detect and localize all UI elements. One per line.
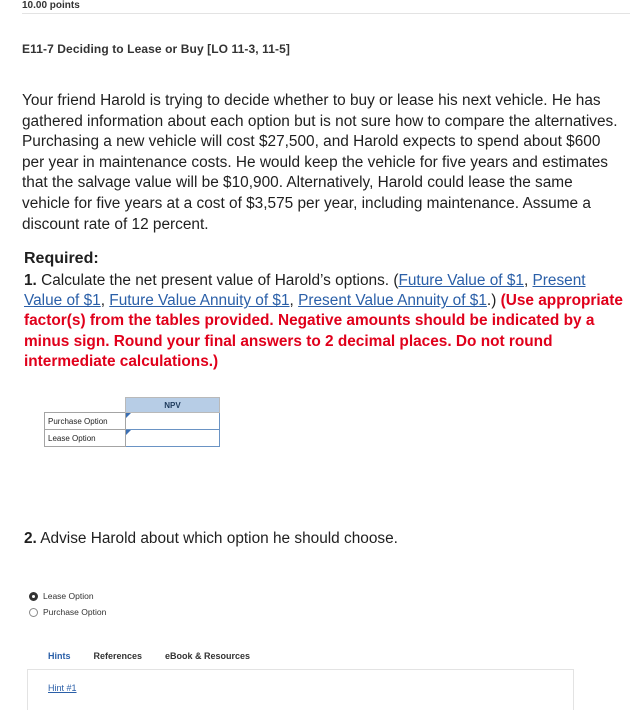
requirement-1-text: Calculate the net present value of Harold’s options. ( [36, 272, 399, 289]
requirement-1-instructions: (Use appropriate factor(s) from the tables provided. Negative amounts should be indicated by a minus sign. Round your final answers to 2 decimal places. Do not round intermediate calculations.) [24, 292, 623, 370]
resource-tabs [48, 651, 273, 661]
points-label: 10.00 points [22, 0, 80, 11]
radio-lease-option[interactable] [29, 591, 94, 601]
table-row [45, 413, 220, 430]
hint-1-link[interactable]: Hint #1 [48, 683, 77, 693]
npv-column-header: NPV [126, 398, 220, 413]
requirement-1 [24, 271, 624, 372]
hint-panel [27, 669, 574, 710]
separator: , [100, 292, 110, 310]
input-flag-icon [126, 430, 131, 435]
radio-label: Purchase Option [43, 607, 107, 617]
separator: , [523, 272, 533, 289]
tab-hints[interactable]: Hints [48, 651, 71, 661]
question-title: E11-7 Deciding to Lease or Buy [LO 11-3, 11-5] [22, 42, 291, 56]
row-label-purchase-option: Purchase Option [45, 413, 126, 430]
link-future-value-1[interactable]: Future Value of $1 [398, 272, 524, 289]
requirement-2 [24, 530, 398, 548]
npv-input-purchase-option[interactable] [126, 413, 220, 430]
requirement-1-close: .) [486, 292, 501, 310]
question-prompt: Your friend Harold is trying to decide whether to buy or lease his next vehicle. He has gathered information about each option but is not sure how to compare the alternatives. Purchasing a new vehicle will cost $27,500, and Harold expects to spend about $600 per year in maintenance costs. He would keep the vehicle for five years and estimates that the salvage value will be $10,900. Alternatively, Harold could lease the same vehicle for five years at a cost of $3,575 per year, including maintenance. Assume a discount rate of 12 percent. [22, 92, 618, 233]
requirement-2-number: 2. [24, 530, 37, 547]
separator: , [289, 292, 299, 310]
npv-table [44, 397, 220, 447]
required-heading: Required: [24, 250, 99, 267]
link-present-value-annuity-1[interactable]: Present Value Annuity of $1 [298, 292, 487, 310]
link-present-value-1[interactable]: Present Value of $1 [24, 272, 586, 310]
radio-label: Lease Option [43, 591, 94, 601]
table-row [45, 430, 220, 447]
radio-unselected-icon[interactable] [29, 608, 38, 617]
link-future-value-annuity-1[interactable]: Future Value Annuity of $1 [109, 292, 290, 310]
radio-purchase-option[interactable] [29, 607, 106, 617]
row-label-lease-option: Lease Option [45, 430, 126, 447]
radio-selected-icon[interactable] [29, 592, 38, 601]
tab-references[interactable]: References [93, 651, 143, 661]
table-corner [45, 398, 126, 413]
requirement-1-number: 1. [24, 272, 37, 289]
divider [22, 13, 630, 14]
requirement-2-text: Advise Harold about which option he should choose. [36, 530, 398, 547]
input-flag-icon [126, 413, 131, 418]
npv-input-lease-option[interactable] [126, 430, 220, 447]
tab-ebook-resources[interactable]: eBook & Resources [165, 651, 251, 661]
